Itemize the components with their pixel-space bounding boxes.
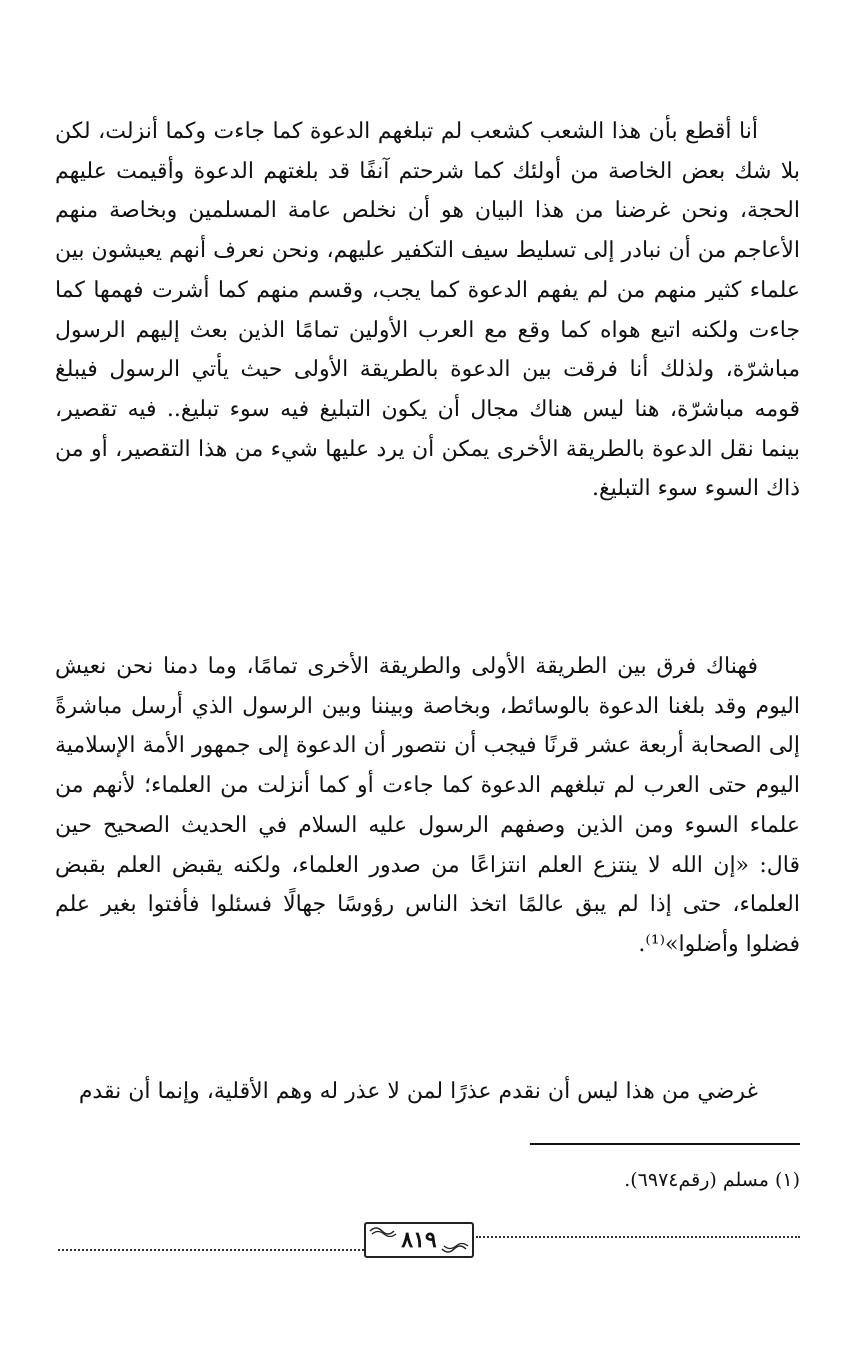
body-paragraph-1 — [55, 112, 800, 509]
footer-dotted-rule-right — [476, 1236, 800, 1238]
ornament-icon — [440, 1242, 470, 1256]
footnote-separator — [530, 1143, 800, 1145]
footer-dotted-rule-left — [58, 1249, 364, 1251]
paragraph-text: غرضي من هذا ليس أن نقدم عذرًا لمن لا عذر له وهم الأقلية، وإنما أن نقدم — [78, 1079, 758, 1104]
paragraph-text: فهناك فرق بين الطريقة الأولى والطريقة الأخرى تمامًا، وما دمنا نحن نعيش اليوم وقد بلغنا الدعوة بالوسائط، وبخاصة وبيننا وبين الرسول الذي أرسل مباشرةً إلى الصحابة أربعة عشر قرنًا فيجب أن نتصور أن الدعوة إلى جمهور الأمة الإسلامية اليوم حتى العرب لم تبلغهم الدعوة كما جاءت أو كما أنزلت من العلماء؛ لأنهم من علماء السوء ومن الذين وصفهم الرسول عليه السلام في الحديث الصحيح حين قال: «إن الله لا ينتزع العلم انتزاعًا من صدور العلماء، ولكنه يقبض العلم بقبض العلماء، حتى إذا لم يبق عالمًا اتخذ الناس رؤوسًا جهالًا فسئلوا فأفتوا بغير علم فضلوا وأضلوا»⁽¹⁾. — [55, 654, 800, 957]
ornament-icon — [368, 1224, 398, 1238]
body-paragraph-3 — [55, 1072, 800, 1112]
paragraph-text: أنا أقطع بأن هذا الشعب كشعب لم تبلغهم الدعوة كما جاءت وكما أنزلت، لكن بلا شك بعض الخاصة من أولئك كما شرحتم آنفًا قد بلغتهم الدعوة وأقيمت عليهم الحجة، ونحن غرضنا من هذا البيان هو أن نخلص عامة المسلمين وبخاصة منهم الأعاجم من أن نبادر إلى تسليط سيف التكفير عليهم، ونحن نعرف أنهم يعيشون بين علماء كثير منهم من لم يفهم الدعوة كما يجب، وقسم منهم كما أشرت فهمها كما جاءت ولكنه اتبع هواه كما وقع مع العرب الأولين تمامًا الذين بعث إليهم الرسول مباشرّة، ولذلك أنا فرقت بين الدعوة بالطريقة الأولى حيث يأتي الرسول فيبلغ قومه مباشرّة، هنا ليس هناك مجال أن يكون التبليغ فيه سوء تبليغ.. فيه تقصير، بينما نقل الدعوة بالطريقة الأخرى يمكن أن يرد عليها شيء من هذا التقصير، أو من ذاك السوء سوء التبليغ. — [55, 119, 800, 502]
footnote: (١) مسلم (رقم٦٩٧٤). — [624, 1169, 800, 1191]
page-number: ٨١٩ — [401, 1227, 437, 1253]
body-paragraph-2 — [55, 647, 800, 965]
